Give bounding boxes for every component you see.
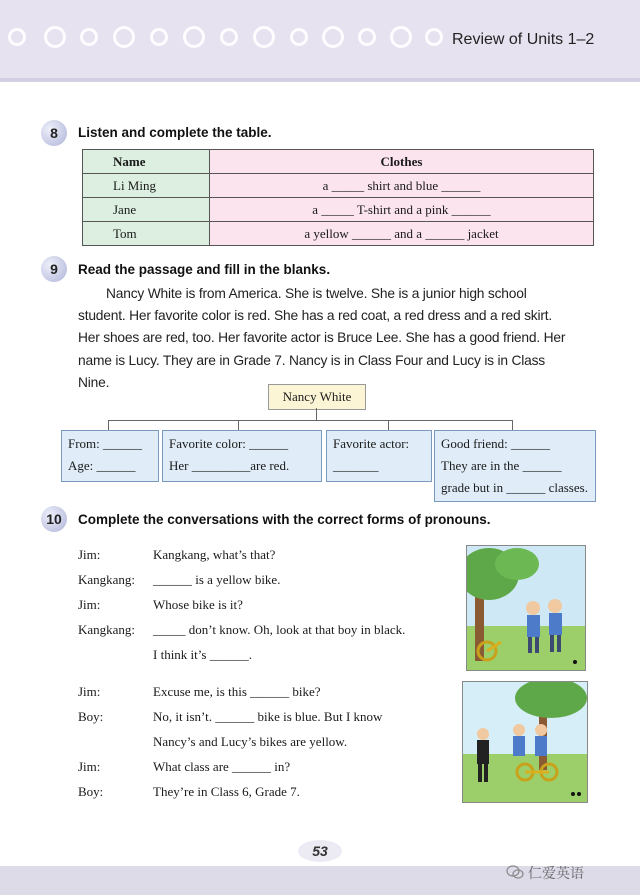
- section-10-number: 10: [41, 506, 67, 532]
- header-clothes: Clothes: [210, 150, 594, 174]
- row-clothes: a _____ shirt and blue ______: [210, 174, 594, 198]
- speaker: Jim:: [78, 547, 101, 562]
- grade-field: They are in the ______: [441, 458, 562, 473]
- table-row: [83, 174, 594, 198]
- line-text: Kangkang, what’s that?: [153, 547, 276, 562]
- illustration-boys-with-bike: [466, 545, 586, 671]
- speaker: Jim:: [78, 759, 101, 774]
- favorite-actor-field: Favorite actor:: [333, 436, 410, 451]
- header-divider: [0, 78, 640, 82]
- info-box-from: [61, 430, 159, 482]
- speaker: Boy:: [78, 784, 104, 799]
- park-scene-image-2: [463, 682, 587, 802]
- section-9-number: 9: [41, 256, 67, 282]
- speaker: Boy:: [78, 709, 104, 724]
- speaker: Jim:: [78, 597, 101, 612]
- line-text: No, it isn’t. ______ bike is blue. But I know: [153, 709, 383, 724]
- wechat-icon: [506, 865, 524, 879]
- section-9-title: Read the passage and fill in the blanks.: [78, 262, 331, 277]
- watermark-text: 仁爱英语: [528, 866, 584, 882]
- conversation-1: [78, 547, 458, 667]
- passage-text: Nancy White is from America. She is twelve. She is a junior high school student. Her favorite color is red. She has a red coat, a red dress and a red skirt. Her shoes are red, too. Her favorite actor is Bruce Lee. She has a good friend. Her name is Lucy. They are in Grade 7. Nancy is in Class Four and Lucy is in Class Nine.: [78, 286, 566, 390]
- connector-line: [238, 420, 239, 430]
- table-header-row: [83, 150, 594, 174]
- info-box-color: [162, 430, 322, 482]
- unit-title: Review of Units 1–2: [452, 31, 595, 48]
- connector-line: [316, 408, 317, 420]
- good-friend-field: Good friend: ______: [441, 436, 551, 451]
- conversation-2: [78, 684, 458, 804]
- speaker: Kangkang:: [78, 572, 136, 587]
- her-field: Her _________are red.: [169, 458, 290, 473]
- line-text: Whose bike is it?: [153, 597, 243, 612]
- classes-field: grade but in ______ classes.: [441, 480, 588, 495]
- table-row: [83, 198, 594, 222]
- speaker: Jim:: [78, 684, 101, 699]
- table-row: [83, 222, 594, 246]
- line-text: _____ don’t know. Oh, look at that boy in black.: [153, 622, 406, 637]
- connector-line: [108, 420, 513, 421]
- from-field: From: ______: [68, 436, 143, 451]
- info-box-friend: [434, 430, 596, 502]
- row-clothes: a _____ T-shirt and a pink ______: [210, 198, 594, 222]
- line-text: What class are ______ in?: [153, 759, 291, 774]
- line-text: Excuse me, is this ______ bike?: [153, 684, 321, 699]
- park-scene-image: [467, 546, 585, 670]
- header-name: Name: [83, 150, 210, 174]
- connector-line: [388, 420, 389, 430]
- connector-line: [108, 420, 109, 430]
- clothes-table: [82, 149, 594, 246]
- section-10-title: Complete the conversations with the correct forms of pronouns.: [78, 512, 491, 527]
- line-text: I think it’s ______.: [153, 647, 252, 662]
- line-text: They’re in Class 6, Grade 7.: [153, 784, 300, 799]
- row-name: Jane: [83, 198, 210, 222]
- age-field: Age: ______: [68, 458, 136, 473]
- speaker: Kangkang:: [78, 622, 136, 637]
- row-name: Li Ming: [83, 174, 210, 198]
- page-number: 53: [298, 840, 342, 862]
- row-clothes: a yellow ______ and a ______ jacket: [210, 222, 594, 246]
- connector-line: [512, 420, 513, 430]
- row-name: Tom: [83, 222, 210, 246]
- line-text: ______ is a yellow bike.: [153, 572, 281, 587]
- favorite-color-field: Favorite color: ______: [169, 436, 289, 451]
- reading-passage: [78, 283, 572, 394]
- favorite-actor-blank: _______: [333, 458, 379, 473]
- info-box-actor: [326, 430, 432, 482]
- section-8-title: Listen and complete the table.: [78, 125, 272, 140]
- illustration-boy-in-black: [462, 681, 588, 803]
- diagram-root-box: Nancy White: [268, 384, 366, 410]
- section-8-number: 8: [41, 120, 67, 146]
- line-text: Nancy’s and Lucy’s bikes are yellow.: [153, 734, 348, 749]
